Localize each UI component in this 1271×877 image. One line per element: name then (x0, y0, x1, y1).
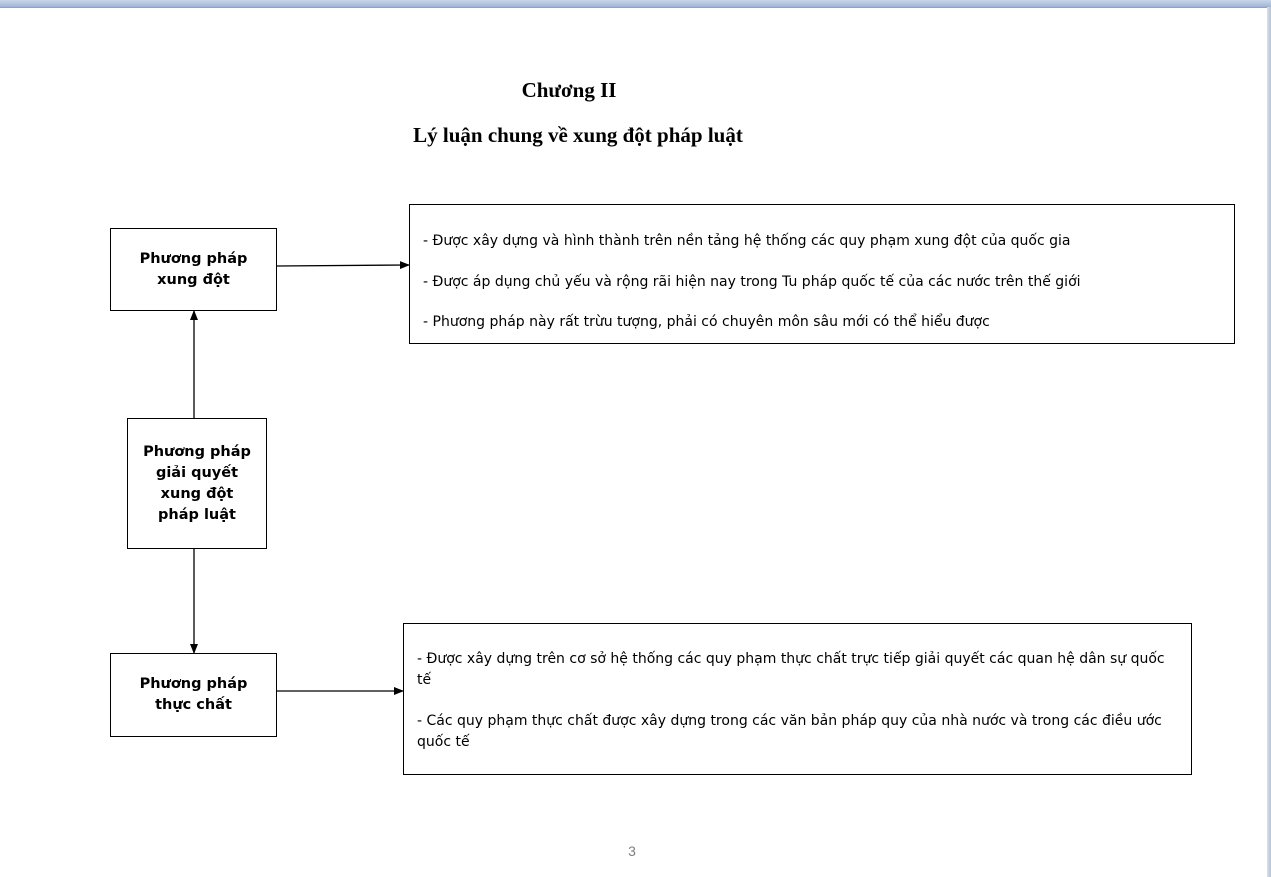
upper-method-node (110, 228, 277, 311)
upper-details-box (409, 204, 1235, 344)
arrow-upper-node-to-details (277, 265, 409, 266)
chapter-title: Lý luận chung về xung đột pháp luật (413, 123, 743, 147)
lower-method-label: Phương pháp thực chất (139, 676, 248, 713)
lower-details-box (403, 623, 1192, 775)
upper-detail-item: - Được xây dựng và hình thành trên nền tảng hệ thống các quy phạm xung đột của quốc gia (423, 233, 1071, 249)
central-method-label: Phương pháp giải quyết xung đột pháp luật (143, 443, 251, 523)
chapter-heading: Chương II (521, 78, 617, 102)
page-number: 3 (628, 843, 636, 859)
upper-detail-item: - Được áp dụng chủ yếu và rộng rãi hiện nay trong Tu pháp quốc tế của các nước trên thế giới (423, 274, 1081, 290)
upper-detail-item: - Phương pháp này rất trừu tượng, phải có chuyên môn sâu mới có thể hiểu được (423, 314, 990, 330)
lower-detail-item: - Các quy phạm thực chất được xây dựng trong các văn bản pháp quy của nhà nước và trong các điều ước quốc tế (417, 713, 1162, 750)
lower-detail-item: - Được xây dựng trên cơ sở hệ thống các quy phạm thực chất trực tiếp giải quyết các quan hệ dân sự quốc tế (417, 651, 1165, 688)
central-method-node (127, 418, 267, 549)
lower-method-node (110, 653, 277, 737)
upper-method-label: Phương pháp xung đột (139, 250, 248, 288)
